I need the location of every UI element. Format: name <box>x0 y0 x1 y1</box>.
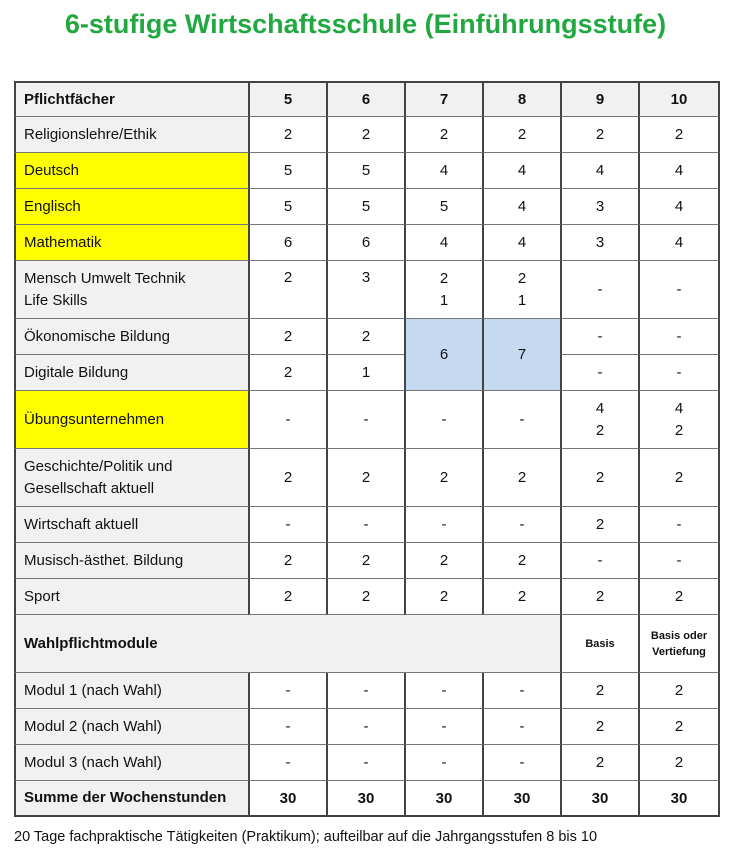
cell: 4 <box>560 153 638 189</box>
cell: - <box>482 745 560 781</box>
cell: 2 <box>326 543 404 579</box>
cell: 2 <box>326 319 404 355</box>
cell <box>326 261 404 319</box>
cell <box>638 391 720 449</box>
subject-geschichte-politik <box>14 449 248 507</box>
total-cell: 30 <box>482 781 560 817</box>
subject-sport: Sport <box>14 579 248 615</box>
cell: 2 <box>560 709 638 745</box>
cell: - <box>638 507 720 543</box>
cell: - <box>248 673 326 709</box>
cell: - <box>404 709 482 745</box>
table-row <box>14 709 720 745</box>
cell: - <box>326 745 404 781</box>
cell: - <box>404 507 482 543</box>
cell: 5 <box>248 189 326 225</box>
subject-musisch: Musisch-ästhet. Bildung <box>14 543 248 579</box>
subject-line: Gesellschaft aktuell <box>24 479 155 497</box>
cell: 1 <box>326 355 404 391</box>
cell-line: Basis oder <box>650 629 708 642</box>
wahlpflicht-col-10 <box>638 615 720 673</box>
cell: 2 <box>248 355 326 391</box>
cell: 4 <box>638 189 720 225</box>
header-grade-8: 8 <box>482 81 560 117</box>
header-pflichtfaecher: Pflichtfächer <box>14 81 248 117</box>
cell-line: 2 <box>674 421 684 439</box>
cell: 2 <box>248 117 326 153</box>
subject-religion: Religionslehre/Ethik <box>14 117 248 153</box>
cell <box>248 261 326 319</box>
cell <box>404 261 482 319</box>
cell: 2 <box>560 579 638 615</box>
table-row <box>14 579 720 615</box>
timetable <box>14 81 720 817</box>
cell: 5 <box>326 189 404 225</box>
table-row <box>14 153 720 189</box>
cell: - <box>404 745 482 781</box>
cell: 2 <box>248 449 326 507</box>
cell: - <box>638 261 720 319</box>
cell: 2 <box>248 579 326 615</box>
cell: 2 <box>482 579 560 615</box>
cell: - <box>482 709 560 745</box>
cell: - <box>482 507 560 543</box>
cell: 5 <box>404 189 482 225</box>
cell: 2 <box>560 745 638 781</box>
cell: - <box>326 391 404 449</box>
table-row <box>14 189 720 225</box>
cell: 2 <box>404 543 482 579</box>
subject-mathematik: Mathematik <box>14 225 248 261</box>
cell-line: 2 <box>517 269 527 287</box>
cell: - <box>248 391 326 449</box>
cell: 2 <box>404 579 482 615</box>
cell-line: 2 <box>439 269 449 287</box>
cell: 2 <box>638 117 720 153</box>
cell: 2 <box>560 507 638 543</box>
cell: 2 <box>638 449 720 507</box>
total-cell: 30 <box>248 781 326 817</box>
subject-mut-lifeskills <box>14 261 248 319</box>
table-row <box>14 319 720 355</box>
cell: 4 <box>404 225 482 261</box>
cell: - <box>560 261 638 319</box>
wahlpflicht-col-9: Basis <box>560 615 638 673</box>
table-row <box>14 745 720 781</box>
cell: - <box>404 673 482 709</box>
cell: - <box>404 391 482 449</box>
cell: 2 <box>638 579 720 615</box>
wahlpflicht-label: Wahlpflichtmodule <box>14 615 560 673</box>
total-row <box>14 781 720 817</box>
cell: 2 <box>326 449 404 507</box>
cell-line: 1 <box>439 291 449 309</box>
subject-deutsch: Deutsch <box>14 153 248 189</box>
table-row <box>14 355 720 391</box>
cell-line: 3 <box>361 269 371 286</box>
cell: 6 <box>326 225 404 261</box>
cell-line: Vertiefung <box>652 645 706 658</box>
stundentafel <box>14 81 720 817</box>
cell: 2 <box>248 319 326 355</box>
header-grade-7: 7 <box>404 81 482 117</box>
subject-englisch: Englisch <box>14 189 248 225</box>
cell: - <box>560 543 638 579</box>
cell: - <box>638 543 720 579</box>
cell: 4 <box>638 225 720 261</box>
total-cell: 30 <box>404 781 482 817</box>
cell: 2 <box>248 543 326 579</box>
table-row <box>14 449 720 507</box>
cell <box>482 261 560 319</box>
cell: 2 <box>638 745 720 781</box>
cell <box>560 391 638 449</box>
cell-line: 1 <box>517 291 527 309</box>
subject-modul-2: Modul 2 (nach Wahl) <box>14 709 248 745</box>
cell: 4 <box>404 153 482 189</box>
merged-cell-grade-8: 7 <box>482 319 560 391</box>
cell: 2 <box>482 543 560 579</box>
cell: 2 <box>560 449 638 507</box>
merged-cell-grade-7: 6 <box>404 319 482 391</box>
footnote: 20 Tage fachpraktische Tätigkeiten (Praktikum); aufteilbar auf die Jahrgangsstufen 8 bis 10 <box>14 829 598 845</box>
header-grade-9: 9 <box>560 81 638 117</box>
cell: - <box>560 355 638 391</box>
header-grade-6: 6 <box>326 81 404 117</box>
cell: 2 <box>326 579 404 615</box>
cell: - <box>560 319 638 355</box>
cell: 3 <box>560 189 638 225</box>
cell-line: 2 <box>595 421 605 439</box>
subject-line: Mensch Umwelt Technik <box>24 269 186 287</box>
cell: 2 <box>404 117 482 153</box>
subject-modul-1: Modul 1 (nach Wahl) <box>14 673 248 709</box>
subject-oekonomische-bildung: Ökonomische Bildung <box>14 319 248 355</box>
cell: 2 <box>638 709 720 745</box>
cell: - <box>482 673 560 709</box>
cell: - <box>638 319 720 355</box>
cell: 2 <box>638 673 720 709</box>
subject-line: Life Skills <box>24 291 88 309</box>
subject-uebungsunternehmen: Übungsunternehmen <box>14 391 248 449</box>
cell: 4 <box>482 153 560 189</box>
subject-wirtschaft-aktuell: Wirtschaft aktuell <box>14 507 248 543</box>
cell: 5 <box>326 153 404 189</box>
cell: 4 <box>482 225 560 261</box>
cell: 2 <box>482 117 560 153</box>
header-grade-10: 10 <box>638 81 720 117</box>
cell: 2 <box>560 673 638 709</box>
cell: 3 <box>560 225 638 261</box>
table-row <box>14 117 720 153</box>
subject-modul-3: Modul 3 (nach Wahl) <box>14 745 248 781</box>
cell: 5 <box>248 153 326 189</box>
total-label: Summe der Wochenstunden <box>14 781 248 817</box>
cell: 2 <box>560 117 638 153</box>
subject-line: Geschichte/Politik und <box>24 457 173 475</box>
table-row <box>14 261 720 319</box>
subject-digitale-bildung: Digitale Bildung <box>14 355 248 391</box>
page-title: 6-stufige Wirtschaftsschule (Einführungsstufe) <box>64 9 667 39</box>
cell: 6 <box>248 225 326 261</box>
cell: 2 <box>404 449 482 507</box>
table-row <box>14 673 720 709</box>
table-row <box>14 391 720 449</box>
cell-line: 2 <box>283 269 293 286</box>
wahlpflicht-header-row <box>14 615 720 673</box>
header-row <box>14 81 720 117</box>
cell: - <box>482 391 560 449</box>
cell: 2 <box>482 449 560 507</box>
cell: - <box>326 709 404 745</box>
cell: 4 <box>482 189 560 225</box>
total-cell: 30 <box>560 781 638 817</box>
cell: 2 <box>326 117 404 153</box>
table-row <box>14 543 720 579</box>
total-cell: 30 <box>326 781 404 817</box>
cell-line: 4 <box>595 399 605 417</box>
cell: - <box>248 745 326 781</box>
cell: - <box>326 673 404 709</box>
cell: - <box>248 507 326 543</box>
table-row <box>14 507 720 543</box>
header-grade-5: 5 <box>248 81 326 117</box>
total-cell: 30 <box>638 781 720 817</box>
cell: 4 <box>638 153 720 189</box>
cell: - <box>326 507 404 543</box>
table-row <box>14 225 720 261</box>
cell: - <box>248 709 326 745</box>
cell: - <box>638 355 720 391</box>
cell-line: 4 <box>674 399 684 417</box>
